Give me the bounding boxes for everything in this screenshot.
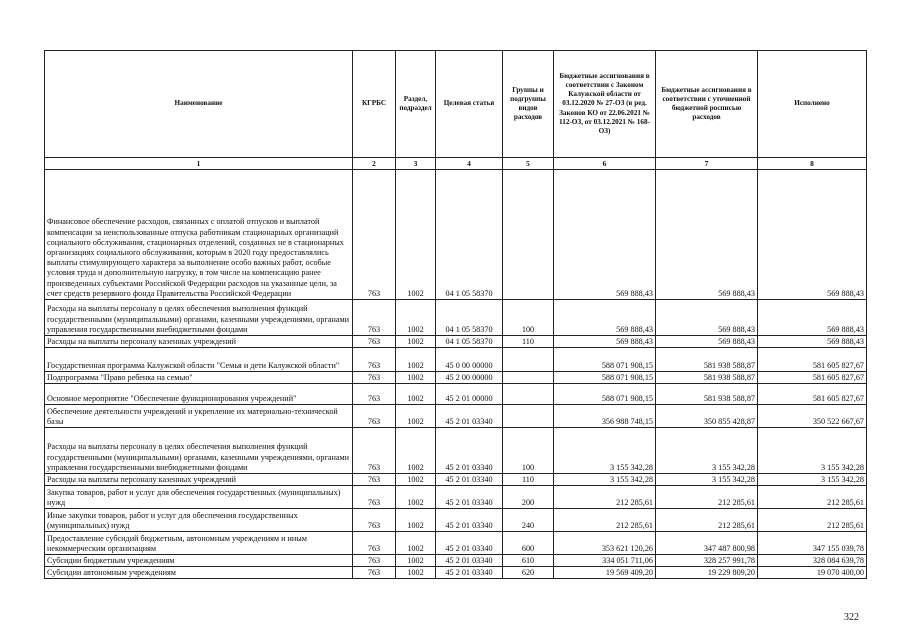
table-row <box>45 170 867 300</box>
row-target-article: 45 2 01 00000 <box>436 384 503 405</box>
row-expense-group <box>503 348 554 372</box>
row-law-amount: 588 071 908,15 <box>554 348 656 372</box>
row-name: Подпрограмма "Право ребенка на семью" <box>45 372 353 384</box>
row-executed-amount: 569 888,43 <box>758 170 867 300</box>
row-target-article: 45 2 01 03340 <box>436 509 503 532</box>
row-target-article: 45 2 01 03340 <box>436 555 503 567</box>
row-refined-amount: 3 155 342,28 <box>656 428 758 474</box>
budget-table <box>44 50 867 579</box>
row-law-amount: 334 051 711,06 <box>554 555 656 567</box>
row-law-amount: 588 071 908,15 <box>554 372 656 384</box>
row-target-article: 45 2 01 03340 <box>436 532 503 555</box>
row-name: Обеспечение деятельности учреждений и укрепление их материально-технической базы <box>45 405 353 428</box>
row-refined-amount: 328 257 991,78 <box>656 555 758 567</box>
row-section: 1002 <box>396 509 436 532</box>
row-kgrbs: 763 <box>353 170 396 300</box>
row-expense-group: 100 <box>503 428 554 474</box>
row-kgrbs: 763 <box>353 384 396 405</box>
header-expense-groups: Группы и подгруппы видов расходов <box>503 51 554 158</box>
row-executed-amount: 212 285,61 <box>758 486 867 509</box>
row-refined-amount: 350 855 428,87 <box>656 405 758 428</box>
table-row <box>45 300 867 336</box>
row-refined-amount: 3 155 342,28 <box>656 474 758 486</box>
row-executed-amount: 19 070 400,00 <box>758 567 867 579</box>
row-target-article: 04 1 05 58370 <box>436 170 503 300</box>
row-target-article: 45 2 01 03340 <box>436 474 503 486</box>
row-kgrbs: 763 <box>353 428 396 474</box>
row-law-amount: 569 888,43 <box>554 300 656 336</box>
row-executed-amount: 581 605 827,67 <box>758 384 867 405</box>
row-law-amount: 353 621 120,26 <box>554 532 656 555</box>
row-name: Субсидии бюджетным учреждениям <box>45 555 353 567</box>
table-row <box>45 555 867 567</box>
row-name: Расходы на выплаты персоналу в целях обеспечения выполнения функций государственными (муниципальными) органами, казенными учреждениями, органами управления государственными внебюджетными фондами <box>45 300 353 336</box>
row-expense-group <box>503 170 554 300</box>
row-section: 1002 <box>396 336 436 348</box>
row-kgrbs: 763 <box>353 486 396 509</box>
row-law-amount: 212 285,61 <box>554 486 656 509</box>
row-section: 1002 <box>396 555 436 567</box>
row-section: 1002 <box>396 474 436 486</box>
row-refined-amount: 581 938 588,87 <box>656 348 758 372</box>
table-row <box>45 405 867 428</box>
row-section: 1002 <box>396 348 436 372</box>
row-executed-amount: 328 084 639,78 <box>758 555 867 567</box>
row-law-amount: 569 888,43 <box>554 170 656 300</box>
row-kgrbs: 763 <box>353 509 396 532</box>
row-law-amount: 212 285,61 <box>554 509 656 532</box>
row-section: 1002 <box>396 170 436 300</box>
header-refined-allocations: Бюджетные ассигнования в соответствии с уточненной бюджетной росписью расходов <box>656 51 758 158</box>
row-target-article: 04 1 05 58370 <box>436 300 503 336</box>
row-name: Государственная программа Калужской области "Семья и дети Калужской области" <box>45 348 353 372</box>
table-row <box>45 428 867 474</box>
column-number: 1 <box>45 158 353 170</box>
row-section: 1002 <box>396 405 436 428</box>
row-kgrbs: 763 <box>353 474 396 486</box>
row-target-article: 45 2 01 03340 <box>436 405 503 428</box>
row-expense-group: 200 <box>503 486 554 509</box>
table-row <box>45 336 867 348</box>
row-kgrbs: 763 <box>353 532 396 555</box>
row-executed-amount: 569 888,43 <box>758 336 867 348</box>
row-executed-amount: 350 522 667,67 <box>758 405 867 428</box>
row-target-article: 45 0 00 00000 <box>436 348 503 372</box>
column-number: 2 <box>353 158 396 170</box>
row-kgrbs: 763 <box>353 405 396 428</box>
header-target-article: Целевая статья <box>436 51 503 158</box>
row-executed-amount: 3 155 342,28 <box>758 428 867 474</box>
table-row <box>45 567 867 579</box>
row-kgrbs: 763 <box>353 555 396 567</box>
table-row <box>45 474 867 486</box>
row-refined-amount: 19 229 809,20 <box>656 567 758 579</box>
row-refined-amount: 212 285,61 <box>656 486 758 509</box>
page-number: 322 <box>844 612 859 623</box>
row-section: 1002 <box>396 428 436 474</box>
row-expense-group: 620 <box>503 567 554 579</box>
header-section: Раздел, подраздел <box>396 51 436 158</box>
row-name: Закупка товаров, работ и услуг для обеспечения государственных (муниципальных) нужд <box>45 486 353 509</box>
column-number: 6 <box>554 158 656 170</box>
row-target-article: 45 2 01 03340 <box>436 428 503 474</box>
row-section: 1002 <box>396 567 436 579</box>
column-number: 5 <box>503 158 554 170</box>
row-section: 1002 <box>396 300 436 336</box>
row-expense-group: 110 <box>503 474 554 486</box>
row-target-article: 45 2 01 03340 <box>436 486 503 509</box>
row-name: Иные закупки товаров, работ и услуг для обеспечения государственных (муниципальных) нужд <box>45 509 353 532</box>
row-law-amount: 356 988 748,15 <box>554 405 656 428</box>
row-expense-group: 100 <box>503 300 554 336</box>
column-numbers-row <box>45 158 867 170</box>
row-name: Предоставление субсидий бюджетным, автономным учреждениям и иным некоммерческим организациям <box>45 532 353 555</box>
row-refined-amount: 581 938 588,87 <box>656 372 758 384</box>
row-kgrbs: 763 <box>353 567 396 579</box>
header-law-allocations: Бюджетные ассигнования в соответствии с Законом Калужской области от 03.12.2020 № 27-ОЗ (в ред. Законов КО от 22.06.2021 № 112-ОЗ, от 03.12.2021 № 168-ОЗ) <box>554 51 656 158</box>
row-executed-amount: 3 155 342,28 <box>758 474 867 486</box>
row-refined-amount: 212 285,61 <box>656 509 758 532</box>
row-target-article: 45 2 01 03340 <box>436 567 503 579</box>
row-law-amount: 3 155 342,28 <box>554 428 656 474</box>
row-section: 1002 <box>396 384 436 405</box>
row-name: Основное мероприятие "Обеспечение функционирования учреждений" <box>45 384 353 405</box>
column-number: 8 <box>758 158 867 170</box>
column-number: 7 <box>656 158 758 170</box>
row-law-amount: 569 888,43 <box>554 336 656 348</box>
row-name: Финансовое обеспечение расходов, связанных с оплатой отпусков и выплатой компенсации за неиспользованные отпуска работникам стационарных организаций социального обслуживания, стационарных отделений, созданных не в стационарных организациях социального обслуживания, которым в 2020 году предоставлялись выплаты стимулирующего характера за выполнение особо важных работ, особые условия труда и дополнительную нагрузку, в том числе на компенсацию ранее произведенных субъектами Российской Федерации расходов на указанные цели, за счет средств резервного фонда Правительства Российской Федерации <box>45 170 353 300</box>
table-row <box>45 372 867 384</box>
table-row <box>45 486 867 509</box>
row-expense-group: 110 <box>503 336 554 348</box>
row-executed-amount: 569 888,43 <box>758 300 867 336</box>
row-target-article: 45 2 00 00000 <box>436 372 503 384</box>
row-name: Расходы на выплаты персоналу казенных учреждений <box>45 474 353 486</box>
row-expense-group <box>503 405 554 428</box>
header-executed: Исполнено <box>758 51 867 158</box>
row-executed-amount: 212 285,61 <box>758 509 867 532</box>
row-target-article: 04 1 05 58370 <box>436 336 503 348</box>
row-expense-group <box>503 384 554 405</box>
row-expense-group <box>503 372 554 384</box>
row-executed-amount: 581 605 827,67 <box>758 348 867 372</box>
row-expense-group: 610 <box>503 555 554 567</box>
row-refined-amount: 581 938 588,87 <box>656 384 758 405</box>
row-refined-amount: 347 487 800,98 <box>656 532 758 555</box>
table-row <box>45 532 867 555</box>
row-name: Расходы на выплаты персоналу в целях обеспечения выполнения функций государственными (муниципальными) органами, казенными учреждениями, органами управления государственными внебюджетными фондами <box>45 428 353 474</box>
row-kgrbs: 763 <box>353 348 396 372</box>
column-number: 3 <box>396 158 436 170</box>
header-name: Наименование <box>45 51 353 158</box>
row-name: Расходы на выплаты персоналу казенных учреждений <box>45 336 353 348</box>
row-expense-group: 240 <box>503 509 554 532</box>
row-executed-amount: 347 155 039,78 <box>758 532 867 555</box>
row-refined-amount: 569 888,43 <box>656 170 758 300</box>
table-row <box>45 348 867 372</box>
table-header <box>45 51 867 158</box>
row-section: 1002 <box>396 532 436 555</box>
row-kgrbs: 763 <box>353 300 396 336</box>
header-kgrbs: КГРБС <box>353 51 396 158</box>
row-law-amount: 588 071 908,15 <box>554 384 656 405</box>
row-kgrbs: 763 <box>353 336 396 348</box>
row-section: 1002 <box>396 372 436 384</box>
row-expense-group: 600 <box>503 532 554 555</box>
table-row <box>45 384 867 405</box>
row-kgrbs: 763 <box>353 372 396 384</box>
row-executed-amount: 581 605 827,67 <box>758 372 867 384</box>
row-law-amount: 19 569 409,20 <box>554 567 656 579</box>
table-row <box>45 509 867 532</box>
row-name: Субсидии автономным учреждениям <box>45 567 353 579</box>
row-section: 1002 <box>396 486 436 509</box>
row-refined-amount: 569 888,43 <box>656 300 758 336</box>
row-refined-amount: 569 888,43 <box>656 336 758 348</box>
row-law-amount: 3 155 342,28 <box>554 474 656 486</box>
column-number: 4 <box>436 158 503 170</box>
